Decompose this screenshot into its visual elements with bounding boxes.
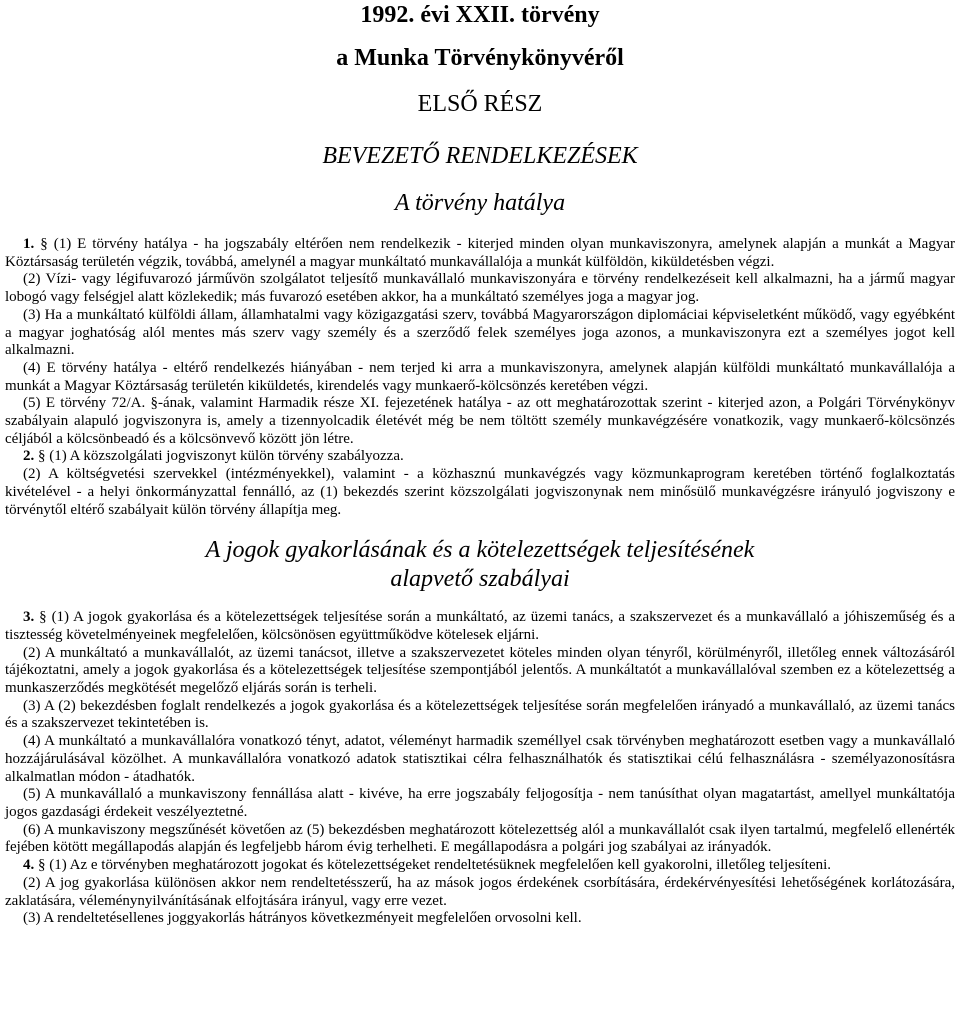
section-heading-rights (5, 536, 955, 594)
act-title: 1992. évi XXII. törvény (360, 2, 600, 28)
section-heading-line1: A jogok gyakorlásának és a kötelezettségek teljesítésének (205, 537, 755, 564)
paragraph (5, 236, 955, 271)
body-block-rights (5, 609, 955, 928)
paragraph-text: § (1) A közszolgálati jogviszonyt külön törvény szabályozza. (34, 448, 404, 465)
section-number: 3. (23, 609, 35, 626)
paragraph-text: § (1) Az e törvényben meghatározott jogokat és kötelezettségeket rendeltetésüknek megfelelően kell gyakorolni, illetőleg teljesíteni. (34, 857, 832, 874)
paragraph-text: (3) Ha a munkáltató külföldi állam, államhatalmi vagy közigazgatási szerv, továbbá Magyarországon diplomáciai képviseletként működő, vagy egyébként a magyar joghatóság alól mentes más szerv vagy személy és a szerződő felek személyes joga azonos, a munkaviszonyra ezt a személyes jogot kell alkalmazni. (5, 306, 955, 359)
paragraph (5, 786, 955, 821)
paragraph-text: (5) E törvény 72/A. §-ának, valamint Harmadik része XI. fejezetének hatálya - az ott meghatározottak szerint - kiterjed azon, a Polgári Törvénykönyv szabályain alapuló jogviszonyra is, amely a tizennyolcadik életévét még be nem töltött személy munkavégzésére vonatkozik, vagy munkaerő-kölcsönzés céljából a kölcsönbeadó és a kölcsönvevő között jön létre. (5, 395, 955, 447)
part-heading: ELSŐ RÉSZ (417, 91, 543, 117)
paragraph (5, 822, 955, 857)
paragraph-text: (3) A rendeltetésellenes joggyakorlás hátrányos következményeit megfelelően orvosolni kell. (23, 910, 582, 927)
paragraph-text: (4) E törvény hatálya - eltérő rendelkezés hiányában - nem terjed ki arra a munkaviszonyra, amelynek alapján külföldi munkáltató munkavállalója a munkát a Magyar Köztársaság területén kiküldetés, kirendelés vagy munkaerő-kölcsönzés keretében végzi. (5, 359, 955, 394)
paragraph (5, 466, 955, 519)
paragraph-text: (2) Vízi- vagy légifuvarozó járművön szolgálatot teljesítő munkavállaló munkaviszonyára e törvény rendelkezéseit kell alkalmazni, ha a jármű magyar lobogó vagy felségjel alatt közlekedik; más fuvarozó esetében akkor, ha a munkáltató személyes joga a magyar jog. (5, 271, 955, 306)
paragraph (5, 645, 955, 698)
body-block-scope (5, 236, 955, 519)
section-heading-scope: A törvény hatálya (394, 190, 566, 216)
paragraph-text: (2) A munkáltató a munkavállalót, az üzemi tanácsot, illetve a szakszervezetet köteles minden olyan tényről, körülményről, illetőleg ennek változásáról tájékoztatni, amely a jogok gyakorlása és a kötelezettségek teljesítése szempontjából jelentős. A munkáltatót a munkavállalóval szemben ez a kötelezettség a munkaszerződés megkötését megelőző eljárás során is terheli. (5, 644, 955, 697)
paragraph (5, 698, 955, 733)
paragraph (5, 733, 955, 786)
paragraph (5, 360, 955, 395)
paragraph-text: (6) A munkaviszony megszűnését követően az (5) bekezdésben meghatározott kötelezettség alól a munkavállalót csak ilyen tartalmú, megfelelő ellenérték fejében kötött megállapodás alapján és legfeljebb három évig terhelheti. E megállapodásra a polgári jog szabályai az irányadók. (5, 821, 955, 856)
paragraph-text: (4) A munkáltató a munkavállalóra vonatkozó tényt, adatot, véleményt harmadik személlyel csak törvényben meghatározott esetben vagy a munkavállaló hozzájárulásával közölhet. A munkavállalóra vonatkozó adatok statisztikai célra felhasználhatók és statisztikai célú felhasználásra - személyazonosításra alkalmatlan módon - átadhatók. (5, 733, 955, 785)
paragraph-text: (3) A (2) bekezdésben foglalt rendelkezés a jogok gyakorlása és a kötelezettségek teljesítése során megfelelően irányadó a munkavállaló, az üzemi tanács és a szakszervezet tekintetében is. (5, 697, 955, 732)
paragraph-text: (5) A munkavállaló a munkaviszony fennállása alatt - kivéve, ha erre jogszabály feljogosítja - nem tanúsíthat olyan magatartást, amellyel munkáltatója jogos gazdasági érdekeit veszélyeztetné. (5, 786, 955, 820)
paragraph (5, 271, 955, 306)
paragraph-text: § (1) A jogok gyakorlása és a kötelezettségek teljesítése során a munkáltató, az üzemi tanács, a szakszervezet és a munkavállaló a jóhiszeműség és a tisztesség követelményeinek megfelelően, kölcsönösen együttműködve kötelesek eljárni. (5, 609, 955, 643)
paragraph-text: (2) A költségvetési szervekkel (intézményekkel), valamint - a közhasznú munkavégzés vagy közmunkaprogram keretében történő foglalkoztatás kivételével - a helyi önkormányzattal fennálló, az (1) bekezdés szerint közszolgálati jogviszonynak nem minősülő munkavégzésre irányuló jogviszony e törvénytől eltérő szabályait külön törvény állapítja meg. (5, 466, 955, 518)
paragraph (5, 395, 955, 448)
paragraph (5, 307, 955, 360)
paragraph-text: (2) A jog gyakorlása különösen akkor nem rendeltetésszerű, ha az mások jogos érdekének csorbítására, érdekérvényesítési lehetőségének korlátozására, zaklatására, véleménynyilvánításának elfojtására irányul, vagy erre vezet. (5, 874, 955, 909)
act-subtitle: a Munka Törvénykönyvéről (336, 45, 624, 71)
paragraph (5, 875, 955, 910)
paragraph (5, 857, 955, 875)
paragraph (5, 609, 955, 644)
section-number: 1. (23, 236, 35, 252)
paragraph-text: § (1) E törvény hatálya - ha jogszabály eltérően nem rendelkezik - kiterjed minden olyan munkaviszonyra, amelynek alapján a munkát a Magyar Köztársaság területén végzik, továbbá, amelynél a magyar munkáltató munkavállalója a munkát külföldön, kiküldetésben végzi. (5, 236, 955, 270)
section-heading-line2: alapvető szabályai (390, 566, 570, 593)
paragraph (5, 448, 955, 466)
section-number: 4. (23, 857, 35, 874)
paragraph (5, 910, 955, 928)
chapter-heading: BEVEZETŐ RENDELKEZÉSEK (322, 143, 638, 169)
section-number: 2. (23, 448, 35, 465)
